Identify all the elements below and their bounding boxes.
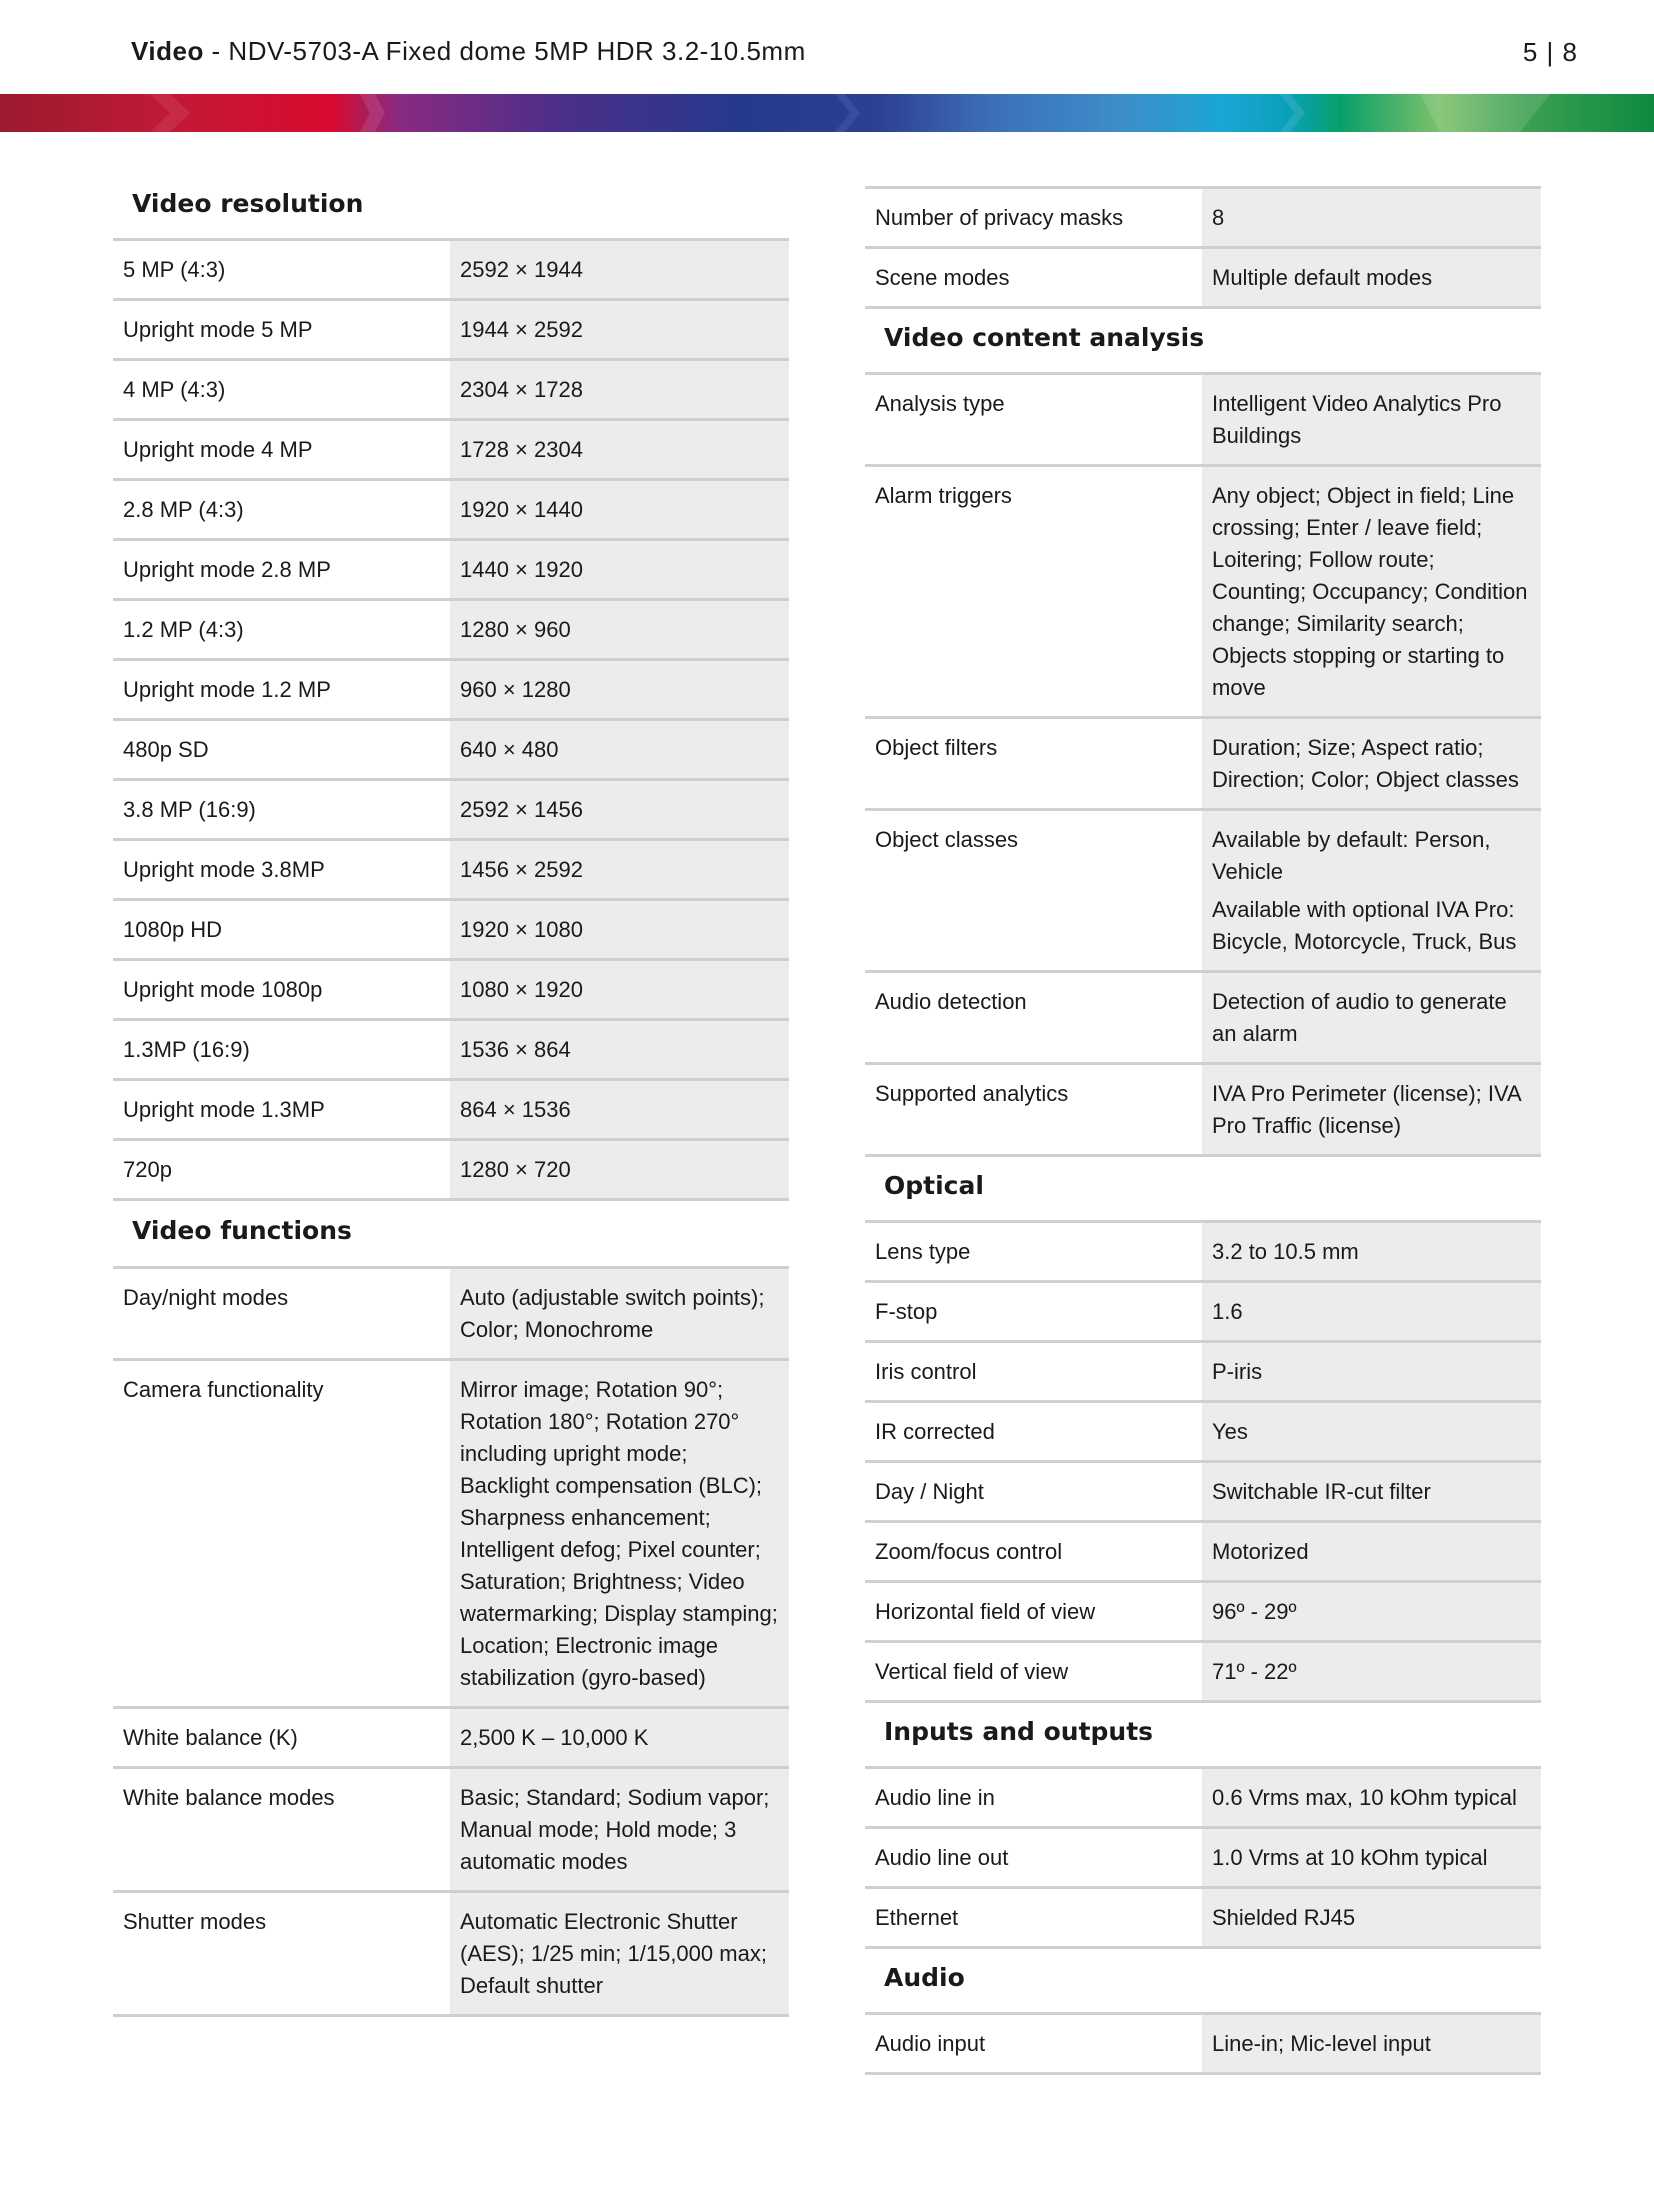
spec-label: Analysis type xyxy=(875,391,1005,416)
spec-value: Intelligent Video Analytics Pro Buildings xyxy=(1202,375,1541,464)
spec-label: Upright mode 5 MP xyxy=(123,317,313,342)
spec-label: 2.8 MP (4:3) xyxy=(123,497,244,522)
spec-label: Number of privacy masks xyxy=(875,205,1124,230)
spec-value-paragraph: Available with optional IVA Pro: Bicycle, Motorcycle, Truck, Bus xyxy=(1212,897,1517,954)
spec-label: 1.3MP (16:9) xyxy=(123,1037,250,1062)
spec-label: Zoom/focus control xyxy=(875,1539,1063,1564)
page-number: 5 | 8 xyxy=(1522,37,1578,67)
table-row xyxy=(865,811,1541,973)
spec-value: Line-in; Mic-level input xyxy=(1202,2015,1541,2072)
spec-label: 720p xyxy=(123,1157,172,1182)
table-row xyxy=(865,1403,1541,1463)
spec-value: Yes xyxy=(1202,1403,1541,1460)
spec-label: Lens type xyxy=(875,1239,971,1264)
spec-value: 1280 × 720 xyxy=(450,1141,789,1198)
spec-value xyxy=(1202,811,1541,970)
spec-value: 1440 × 1920 xyxy=(450,541,789,598)
spec-value: Duration; Size; Aspect ratio; Direction; Color; Object classes xyxy=(1202,719,1541,808)
table-row xyxy=(113,781,789,841)
spec-value: 640 × 480 xyxy=(450,721,789,778)
spec-value: 3.2 to 10.5 mm xyxy=(1202,1223,1541,1280)
spec-value: 1080 × 1920 xyxy=(450,961,789,1018)
spec-value: 0.6 Vrms max, 10 kOhm typical xyxy=(1202,1769,1541,1826)
spec-label: Horizontal field of view xyxy=(875,1599,1096,1624)
optical-table xyxy=(865,1223,1541,1703)
spec-value-paragraph: Available by default: Person, Vehicle xyxy=(1212,827,1491,884)
spec-value: 1456 × 2592 xyxy=(450,841,789,898)
spec-value: Detection of audio to generate an alarm xyxy=(1202,973,1541,1062)
table-row xyxy=(113,301,789,361)
spec-label: Audio line out xyxy=(875,1845,1009,1870)
table-row xyxy=(113,541,789,601)
table-row xyxy=(865,467,1541,719)
table-row xyxy=(865,719,1541,811)
spec-label: 5 MP (4:3) xyxy=(123,257,226,282)
table-row xyxy=(865,249,1541,309)
table-row xyxy=(865,1889,1541,1949)
spec-value: 1920 × 1440 xyxy=(450,481,789,538)
table-row xyxy=(865,973,1541,1065)
table-row xyxy=(113,661,789,721)
spec-label: White balance modes xyxy=(123,1785,335,1810)
spec-label: 1080p HD xyxy=(123,917,223,942)
brand-color-band xyxy=(0,94,1654,132)
table-row xyxy=(113,1769,789,1893)
audio-table xyxy=(865,2015,1541,2075)
right-spec-column xyxy=(865,186,1541,2075)
spec-label: Upright mode 1080p xyxy=(123,977,323,1002)
table-row xyxy=(865,1643,1541,1703)
spec-value: IVA Pro Perimeter (license); IVA Pro Traffic (license) xyxy=(1202,1065,1541,1154)
spec-label: Upright mode 2.8 MP xyxy=(123,557,331,582)
spec-value: 864 × 1536 xyxy=(450,1081,789,1138)
spec-label: Vertical field of view xyxy=(875,1659,1069,1684)
table-row xyxy=(865,1463,1541,1523)
spec-value: Basic; Standard; Sodium vapor; Manual mode; Hold mode; 3 automatic modes xyxy=(450,1769,789,1890)
table-row xyxy=(865,1283,1541,1343)
spec-label: Day / Night xyxy=(875,1479,984,1504)
table-row xyxy=(113,1021,789,1081)
table-row xyxy=(865,1343,1541,1403)
spec-label: F-stop xyxy=(875,1299,938,1324)
left-spec-column xyxy=(113,176,789,2017)
spec-label: Iris control xyxy=(875,1359,977,1384)
spec-label: Object filters xyxy=(875,735,998,760)
spec-value: P-iris xyxy=(1202,1343,1541,1400)
spec-label: White balance (K) xyxy=(123,1725,298,1750)
document-title xyxy=(131,36,806,67)
spec-value: 1728 × 2304 xyxy=(450,421,789,478)
table-row xyxy=(113,841,789,901)
spec-label: IR corrected xyxy=(875,1419,995,1444)
spec-value: Switchable IR-cut filter xyxy=(1202,1463,1541,1520)
spec-label: Alarm triggers xyxy=(875,483,1012,508)
spec-label: Audio line in xyxy=(875,1785,995,1810)
section-heading-video-resolution: Video resolution xyxy=(113,176,789,241)
spec-value: 2,500 K – 10,000 K xyxy=(450,1709,789,1766)
table-row xyxy=(865,1523,1541,1583)
spec-label: Camera functionality xyxy=(123,1377,324,1402)
spec-label: 480p SD xyxy=(123,737,209,762)
spec-label: Audio detection xyxy=(875,989,1027,1014)
table-row xyxy=(865,189,1541,249)
section-heading-audio: Audio xyxy=(865,1949,1541,2015)
table-row xyxy=(113,901,789,961)
spec-value: 8 xyxy=(1202,189,1541,246)
table-row xyxy=(865,2015,1541,2075)
inputs-outputs-table xyxy=(865,1769,1541,1949)
spec-label: Scene modes xyxy=(875,265,1010,290)
table-row xyxy=(865,375,1541,467)
spec-label: Audio input xyxy=(875,2031,986,2056)
spec-value: 1280 × 960 xyxy=(450,601,789,658)
spec-value: 960 × 1280 xyxy=(450,661,789,718)
table-row xyxy=(113,1141,789,1201)
spec-value: Automatic Electronic Shutter (AES); 1/25 min; 1/15,000 max; Default shutter xyxy=(450,1893,789,2014)
document-title-category: Video xyxy=(131,36,204,66)
table-row xyxy=(865,1223,1541,1283)
table-row xyxy=(113,601,789,661)
spec-value: 71º - 22º xyxy=(1202,1643,1541,1700)
spec-label: Upright mode 1.3MP xyxy=(123,1097,325,1122)
table-row xyxy=(865,1829,1541,1889)
spec-label: Upright mode 3.8MP xyxy=(123,857,325,882)
spec-label: Day/night modes xyxy=(123,1285,289,1310)
table-row xyxy=(113,1893,789,2017)
spec-value: Any object; Object in field; Line crossing; Enter / leave field; Loitering; Follow route; Counting; Occupancy; Condition change; Similarity search; Objects stopping or starting to move xyxy=(1202,467,1541,716)
spec-value: 2592 × 1456 xyxy=(450,781,789,838)
spec-label: Ethernet xyxy=(875,1905,959,1930)
table-row xyxy=(113,1269,789,1361)
section-heading-inputs-outputs: Inputs and outputs xyxy=(865,1703,1541,1769)
spec-value: 1920 × 1080 xyxy=(450,901,789,958)
spec-value: Shielded RJ45 xyxy=(1202,1889,1541,1946)
table-row xyxy=(113,1709,789,1769)
section-heading-video-content-analysis: Video content analysis xyxy=(865,309,1541,375)
table-row xyxy=(113,481,789,541)
spec-label: Upright mode 1.2 MP xyxy=(123,677,331,702)
spec-label: Upright mode 4 MP xyxy=(123,437,313,462)
table-row xyxy=(113,721,789,781)
spec-label: Shutter modes xyxy=(123,1909,267,1934)
table-row xyxy=(865,1769,1541,1829)
video-resolution-table xyxy=(113,241,789,1201)
table-row xyxy=(865,1583,1541,1643)
spec-label: Supported analytics xyxy=(875,1081,1069,1106)
spec-value: 2592 × 1944 xyxy=(450,241,789,298)
table-row xyxy=(113,421,789,481)
spec-label: 3.8 MP (16:9) xyxy=(123,797,256,822)
spec-value: 1944 × 2592 xyxy=(450,301,789,358)
table-row xyxy=(113,961,789,1021)
spec-label: Object classes xyxy=(875,827,1019,852)
spec-value: 96º - 29º xyxy=(1202,1583,1541,1640)
table-row xyxy=(865,1065,1541,1157)
document-title-product: - NDV-5703-A Fixed dome 5MP HDR 3.2-10.5mm xyxy=(203,36,806,66)
table-row xyxy=(113,241,789,301)
spec-value: 1536 × 864 xyxy=(450,1021,789,1078)
table-row xyxy=(113,1361,789,1709)
privacy-scene-table xyxy=(865,186,1541,309)
spec-value: Auto (adjustable switch points); Color; Monochrome xyxy=(450,1269,789,1358)
spec-label: 4 MP (4:3) xyxy=(123,377,226,402)
spec-value: Multiple default modes xyxy=(1202,249,1541,306)
spec-value: Mirror image; Rotation 90°; Rotation 180°; Rotation 270° including upright mode; Backlight compensation (BLC); Sharpness enhancement; Intelligent defog; Pixel counter; Saturation; Brightness; Video watermarking; Display stamping; Location; Electronic image stabilization (gyro-based) xyxy=(450,1361,789,1706)
table-row xyxy=(113,1081,789,1141)
section-heading-video-functions: Video functions xyxy=(113,1201,789,1269)
spec-value: 1.0 Vrms at 10 kOhm typical xyxy=(1202,1829,1541,1886)
spec-label: 1.2 MP (4:3) xyxy=(123,617,244,642)
video-functions-table xyxy=(113,1269,789,2017)
section-heading-optical: Optical xyxy=(865,1157,1541,1223)
spec-value: Motorized xyxy=(1202,1523,1541,1580)
table-row xyxy=(113,361,789,421)
video-content-analysis-table xyxy=(865,375,1541,1157)
spec-value: 2304 × 1728 xyxy=(450,361,789,418)
page-header xyxy=(0,0,1654,94)
spec-value: 1.6 xyxy=(1202,1283,1541,1340)
